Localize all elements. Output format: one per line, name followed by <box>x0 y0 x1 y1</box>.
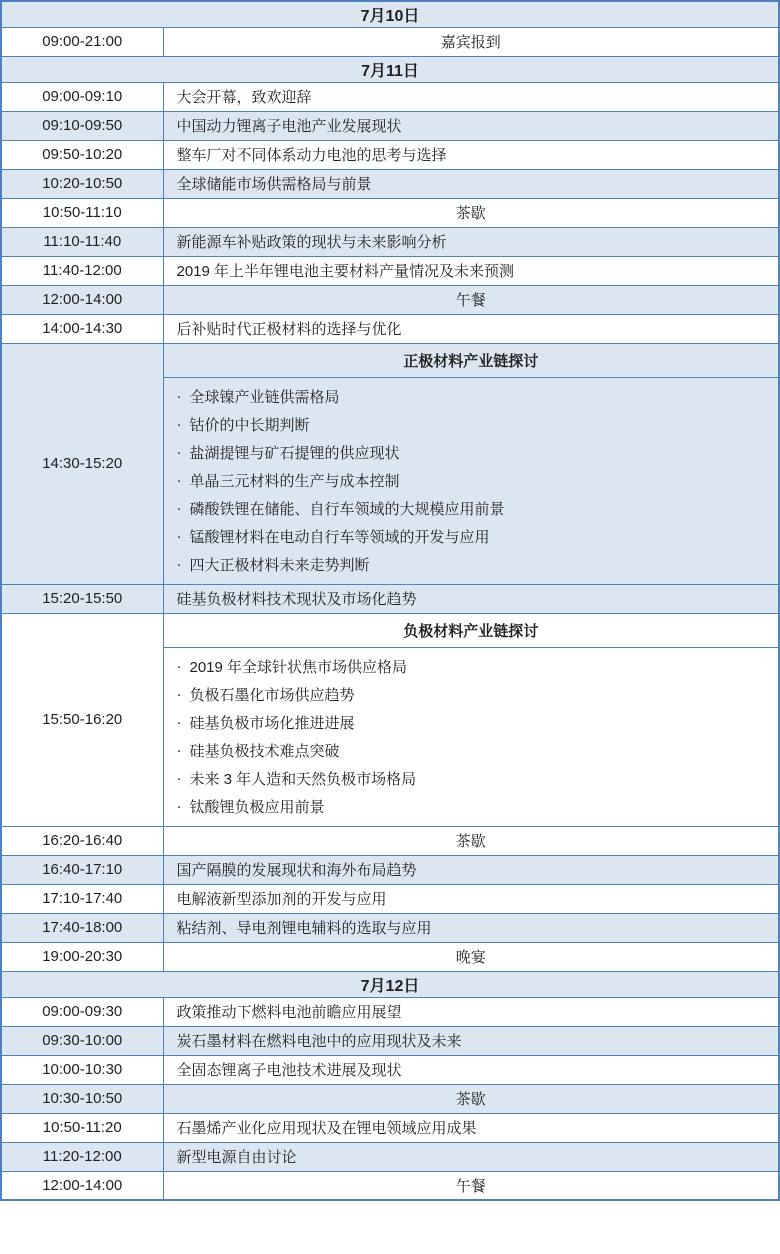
topic-text: 单晶三元材料的生产与成本控制 <box>189 473 400 490</box>
schedule-row <box>1 855 779 884</box>
date-header: 7月11日 <box>1 56 779 82</box>
session-cell: 茶歇 <box>163 1084 779 1113</box>
schedule-row <box>1 826 779 855</box>
time-cell: 11:20-12:00 <box>1 1142 163 1171</box>
topic-item <box>177 653 773 681</box>
topic-item <box>177 523 773 551</box>
schedule-row <box>1 314 779 343</box>
session-cell: 国产隔膜的发展现状和海外布局趋势 <box>163 855 779 884</box>
session-cell: 政策推动下燃料电池前瞻应用展望 <box>163 997 779 1026</box>
topic-text: 四大正极材料未来走势判断 <box>189 557 370 574</box>
time-cell: 15:50-16:20 <box>1 613 163 826</box>
session-cell: 新能源车补贴政策的现状与未来影响分析 <box>163 227 779 256</box>
topic-text: 磷酸铁锂在储能、自行车领域的大规模应用前景 <box>189 501 505 518</box>
schedule-row <box>1 27 779 56</box>
schedule-row <box>1 111 779 140</box>
topic-item <box>177 709 773 737</box>
session-cell: 2019 年上半年锂电池主要材料产量情况及未来预测 <box>163 256 779 285</box>
session-cell: 茶歇 <box>163 198 779 227</box>
schedule-row <box>1 227 779 256</box>
session-cell: 石墨烯产业化应用现状及在锂电领域应用成果 <box>163 1113 779 1142</box>
schedule-body <box>1 1 779 1200</box>
topic-item <box>177 681 773 709</box>
date-header-row <box>1 971 779 997</box>
topics-cell <box>163 647 779 826</box>
bullet-icon: · <box>176 770 182 787</box>
time-cell: 09:00-09:10 <box>1 82 163 111</box>
topic-text: 盐湖提锂与矿石提锂的供应现状 <box>189 445 400 462</box>
topic-item <box>177 551 773 579</box>
time-cell: 14:30-15:20 <box>1 343 163 584</box>
schedule-row <box>1 285 779 314</box>
schedule-row <box>1 82 779 111</box>
bullet-icon: · <box>176 444 182 461</box>
schedule-row <box>1 140 779 169</box>
schedule-row <box>1 884 779 913</box>
time-cell: 09:00-09:30 <box>1 997 163 1026</box>
bullet-icon: · <box>176 416 182 433</box>
bullet-icon: · <box>176 798 182 815</box>
topic-text: 硅基负极技术难点突破 <box>189 743 340 760</box>
schedule-row <box>1 198 779 227</box>
session-group-row <box>1 613 779 647</box>
session-cell: 后补贴时代正极材料的选择与优化 <box>163 314 779 343</box>
session-cell: 大会开幕，致欢迎辞 <box>163 82 779 111</box>
time-cell: 10:30-10:50 <box>1 1084 163 1113</box>
time-cell: 11:40-12:00 <box>1 256 163 285</box>
session-cell: 茶歇 <box>163 826 779 855</box>
bullet-icon: · <box>176 658 182 675</box>
session-cell: 午餐 <box>163 285 779 314</box>
bullet-icon: · <box>176 714 182 731</box>
time-cell: 09:10-09:50 <box>1 111 163 140</box>
session-cell: 中国动力锂离子电池产业发展现状 <box>163 111 779 140</box>
time-cell: 09:30-10:00 <box>1 1026 163 1055</box>
session-cell: 嘉宾报到 <box>163 27 779 56</box>
session-group-title: 正极材料产业链探讨 <box>163 343 779 377</box>
time-cell: 09:00-21:00 <box>1 27 163 56</box>
schedule-row <box>1 1026 779 1055</box>
topic-item <box>177 467 773 495</box>
topic-text: 钛酸锂负极应用前景 <box>189 799 325 816</box>
schedule-row <box>1 942 779 971</box>
session-cell: 全球储能市场供需格局与前景 <box>163 169 779 198</box>
time-cell: 15:20-15:50 <box>1 584 163 613</box>
topic-text: 2019 年全球针状焦市场供应格局 <box>189 659 408 676</box>
time-cell: 10:00-10:30 <box>1 1055 163 1084</box>
schedule-row <box>1 1055 779 1084</box>
topic-text: 负极石墨化市场供应趋势 <box>189 687 355 704</box>
session-cell: 整车厂对不同体系动力电池的思考与选择 <box>163 140 779 169</box>
session-cell: 电解液新型添加剂的开发与应用 <box>163 884 779 913</box>
time-cell: 10:20-10:50 <box>1 169 163 198</box>
session-cell: 晚宴 <box>163 942 779 971</box>
time-cell: 17:10-17:40 <box>1 884 163 913</box>
time-cell: 10:50-11:10 <box>1 198 163 227</box>
topic-text: 硅基负极市场化推进进展 <box>189 715 355 732</box>
session-cell: 午餐 <box>163 1171 779 1200</box>
bullet-icon: · <box>176 500 182 517</box>
topic-text: 锰酸锂材料在电动自行车等领域的开发与应用 <box>189 529 490 546</box>
topic-item <box>177 765 773 793</box>
date-header-row <box>1 1 779 27</box>
time-cell: 11:10-11:40 <box>1 227 163 256</box>
topic-item <box>177 495 773 523</box>
time-cell: 16:20-16:40 <box>1 826 163 855</box>
session-cell: 炭石墨材料在燃料电池中的应用现状及未来 <box>163 1026 779 1055</box>
schedule-row <box>1 1113 779 1142</box>
bullet-icon: · <box>176 388 182 405</box>
topics-cell <box>163 377 779 584</box>
time-cell: 16:40-17:10 <box>1 855 163 884</box>
time-cell: 14:00-14:30 <box>1 314 163 343</box>
time-cell: 12:00-14:00 <box>1 1171 163 1200</box>
date-header: 7月10日 <box>1 1 779 27</box>
time-cell: 19:00-20:30 <box>1 942 163 971</box>
time-cell: 12:00-14:00 <box>1 285 163 314</box>
topic-text: 未来 3 年人造和天然负极市场格局 <box>189 771 417 788</box>
topic-text: 钴价的中长期判断 <box>189 417 310 434</box>
schedule-row <box>1 1084 779 1113</box>
topic-item <box>177 411 773 439</box>
topic-item <box>177 439 773 467</box>
time-cell: 17:40-18:00 <box>1 913 163 942</box>
bullet-icon: · <box>176 556 182 573</box>
session-group-title: 负极材料产业链探讨 <box>163 613 779 647</box>
session-cell: 新型电源自由讨论 <box>163 1142 779 1171</box>
date-header-row <box>1 56 779 82</box>
topic-item <box>177 383 773 411</box>
bullet-icon: · <box>176 472 182 489</box>
topic-item <box>177 737 773 765</box>
bullet-icon: · <box>176 742 182 759</box>
schedule-row <box>1 913 779 942</box>
bullet-icon: · <box>176 528 182 545</box>
schedule-row <box>1 256 779 285</box>
schedule-row <box>1 1142 779 1171</box>
session-cell: 全固态锂离子电池技术进展及现状 <box>163 1055 779 1084</box>
topic-item <box>177 793 773 821</box>
time-cell: 10:50-11:20 <box>1 1113 163 1142</box>
session-group-row <box>1 343 779 377</box>
session-cell: 粘结剂、导电剂锂电辅料的选取与应用 <box>163 913 779 942</box>
schedule-row <box>1 1171 779 1200</box>
schedule-row <box>1 997 779 1026</box>
date-header: 7月12日 <box>1 971 779 997</box>
time-cell: 09:50-10:20 <box>1 140 163 169</box>
bullet-icon: · <box>176 686 182 703</box>
topic-text: 全球镍产业链供需格局 <box>189 389 340 406</box>
schedule-row <box>1 169 779 198</box>
schedule-row <box>1 584 779 613</box>
session-cell: 硅基负极材料技术现状及市场化趋势 <box>163 584 779 613</box>
